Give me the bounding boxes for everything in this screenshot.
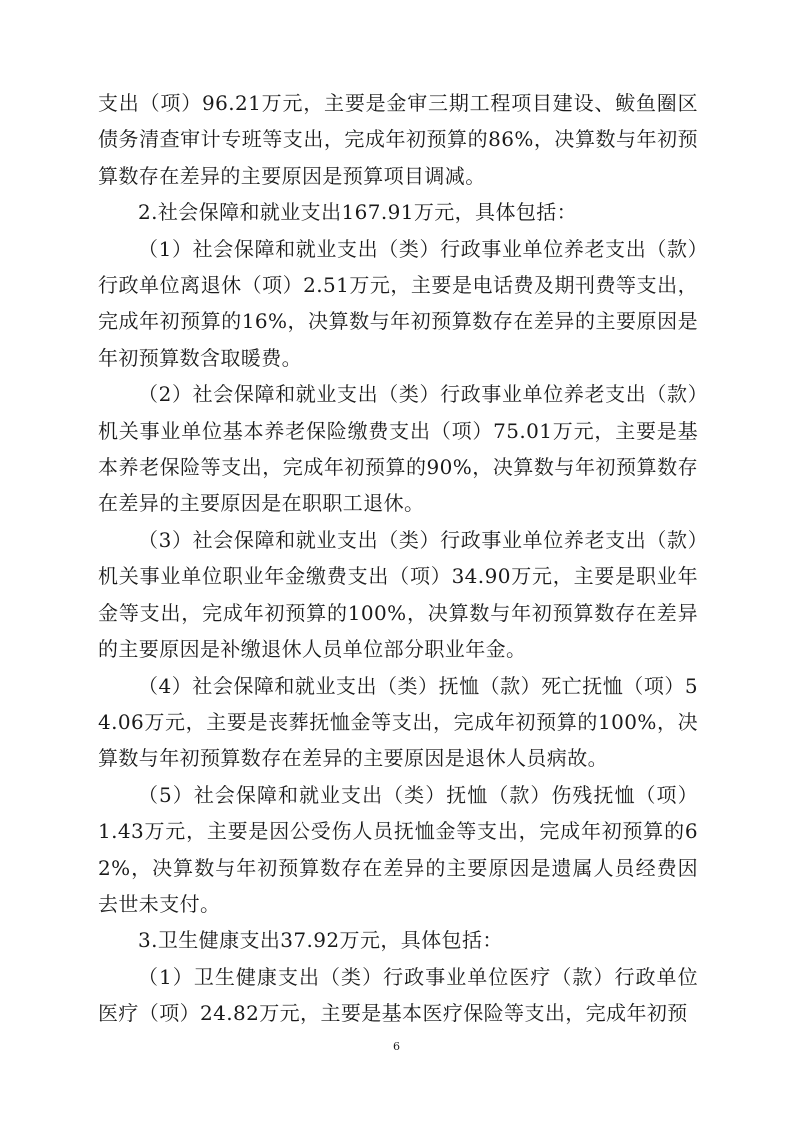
paragraph-3: （1）社会保障和就业支出（类）行政事业单位养老支出（款）行政单位离退休（项）2.51万元，主要是电话费及期刊费等支出，完成年初预算的16%，决算数与年初预算数存在差异的主要原因是年初预算数含取暖费。 xyxy=(98,236,698,370)
paragraph-2: 2.社会保障和就业支出167.91万元，具体包括： xyxy=(138,200,578,225)
paragraph-7: （5）社会保障和就业支出（类）抚恤（款）伤残抚恤（项）1.43万元，主要是因公受伤人员抚恤金等支出，完成年初预算的62%，决算数与年初预算数存在差异的主要原因是遗属人员经费因去世未支付。 xyxy=(98,782,698,916)
paragraph-5: （3）社会保障和就业支出（类）行政事业单位养老支出（款）机关事业单位职业年金缴费支出（项）34.90万元，主要是职业年金等支出，完成年初预算的100%，决算数与年初预算数存在差异的主要原因是补缴退休人员单位部分职业年金。 xyxy=(98,527,698,662)
paragraph-4: （2）社会保障和就业支出（类）行政事业单位养老支出（款）机关事业单位基本养老保险缴费支出（项）75.01万元，主要是基本养老保险等支出，完成年初预算的90%，决算数与年初预算数存在差异的主要原因是在职职工退休。 xyxy=(98,382,698,516)
document-body xyxy=(98,85,698,1032)
paragraph-1: 支出（项）96.21万元，主要是金审三期工程项目建设、鲅鱼圈区债务清查审计专班等支出，完成年初预算的86%，决算数与年初预算数存在差异的主要原因是预算项目调减。 xyxy=(98,91,698,188)
paragraph-6: （4）社会保障和就业支出（类）抚恤（款）死亡抚恤（项）54.06万元，主要是丧葬抚恤金等支出，完成年初预算的100%，决算数与年初预算数存在差异的主要原因是退休人员病故。 xyxy=(98,673,698,771)
page-number: 6 xyxy=(393,1040,400,1053)
paragraph-8: 3.卫生健康支出37.92万元，具体包括： xyxy=(138,928,503,953)
paragraph-9: （1）卫生健康支出（类）行政事业单位医疗（款）行政单位医疗（项）24.82万元，主要是基本医疗保险等支出，完成年初预 xyxy=(98,964,698,1026)
